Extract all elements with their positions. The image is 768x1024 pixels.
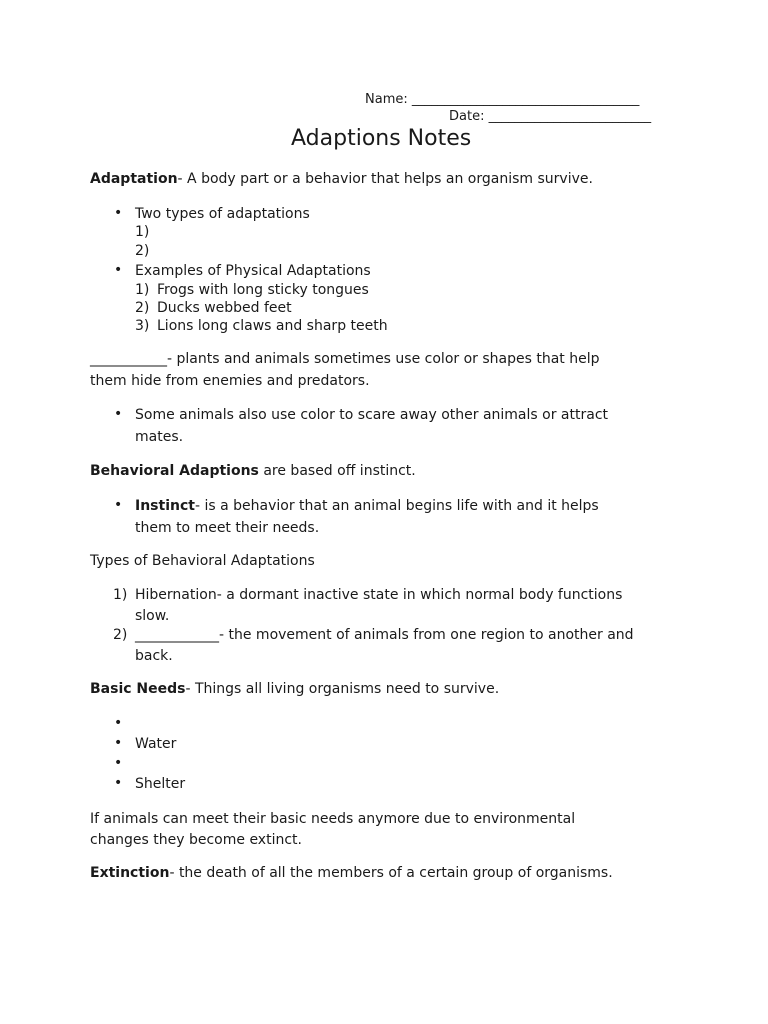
bullet-icon: • <box>114 755 123 771</box>
instinct-term: Instinct <box>135 498 195 514</box>
page-title: Adaptions Notes <box>291 126 472 151</box>
types-item-number: 2) <box>113 627 128 643</box>
types-heading: Types of Behavioral Adaptations <box>90 553 315 569</box>
sub-item-text: Ducks webbed feet <box>157 300 292 316</box>
closing-line-2: changes they become extinct. <box>90 832 302 848</box>
extinction-term: Extinction <box>90 865 170 881</box>
needs-item: Shelter <box>135 776 186 792</box>
list-item: Two types of adaptations <box>135 206 310 222</box>
name-field-label: Name: ___________________________________ <box>365 92 640 107</box>
behavioral-text: are based off instinct. <box>258 463 416 479</box>
basic-needs-paragraph <box>90 679 499 700</box>
bullet-icon: • <box>114 497 123 513</box>
types-item-line-1: ____________- the movement of animals from one region to another and <box>135 627 634 643</box>
behavioral-paragraph <box>90 461 416 482</box>
types-item-number: 1) <box>113 587 128 603</box>
needs-item: Water <box>135 736 177 752</box>
date-field-label: Date: _________________________ <box>449 109 652 124</box>
sub-item-number: 2) <box>135 300 150 316</box>
sub-item-number: 1) <box>135 282 150 298</box>
behavioral-term: Behavioral Adaptions <box>90 463 259 479</box>
types-item-line-2: slow. <box>135 608 170 624</box>
list-item: Examples of Physical Adaptations <box>135 263 371 279</box>
extinction-paragraph <box>90 863 613 884</box>
instinct-line-2: them to meet their needs. <box>135 520 320 536</box>
adaptation-definition <box>90 169 593 190</box>
bullet-icon: • <box>114 406 123 422</box>
list-item-line-1: Some animals also use color to scare away other animals or attract <box>135 407 608 423</box>
adaptation-text: - A body part or a behavior that helps an organism survive. <box>177 171 593 187</box>
list-item-line-2: mates. <box>135 429 184 445</box>
instinct-line-1 <box>135 496 599 517</box>
sub-item-text: Frogs with long sticky tongues <box>157 282 369 298</box>
basic-needs-term: Basic Needs <box>90 681 186 697</box>
extinction-text: - the death of all the members of a certain group of organisms. <box>169 865 613 881</box>
sub-item-number: 1) <box>135 224 150 240</box>
adaptation-term: Adaptation <box>90 171 178 187</box>
camouflage-line-1: ___________- plants and animals sometimes use color or shapes that help <box>90 351 600 367</box>
closing-line-1: If animals can meet their basic needs anymore due to environmental <box>90 811 576 827</box>
sub-item-number: 3) <box>135 318 150 334</box>
types-item-line-2: back. <box>135 648 173 664</box>
sub-item-number: 2) <box>135 243 150 259</box>
bullet-icon: • <box>114 775 123 791</box>
bullet-icon: • <box>114 715 123 731</box>
camouflage-line-2: them hide from enemies and predators. <box>90 373 370 389</box>
basic-needs-text: - Things all living organisms need to survive. <box>185 681 500 697</box>
sub-item-text: Lions long claws and sharp teeth <box>157 318 388 334</box>
instinct-text: - is a behavior that an animal begins life with and it helps <box>194 498 599 514</box>
bullet-icon: • <box>114 205 123 221</box>
bullet-icon: • <box>114 735 123 751</box>
bullet-icon: • <box>114 262 123 278</box>
types-item-line-1: Hibernation- a dormant inactive state in which normal body functions <box>135 587 623 603</box>
